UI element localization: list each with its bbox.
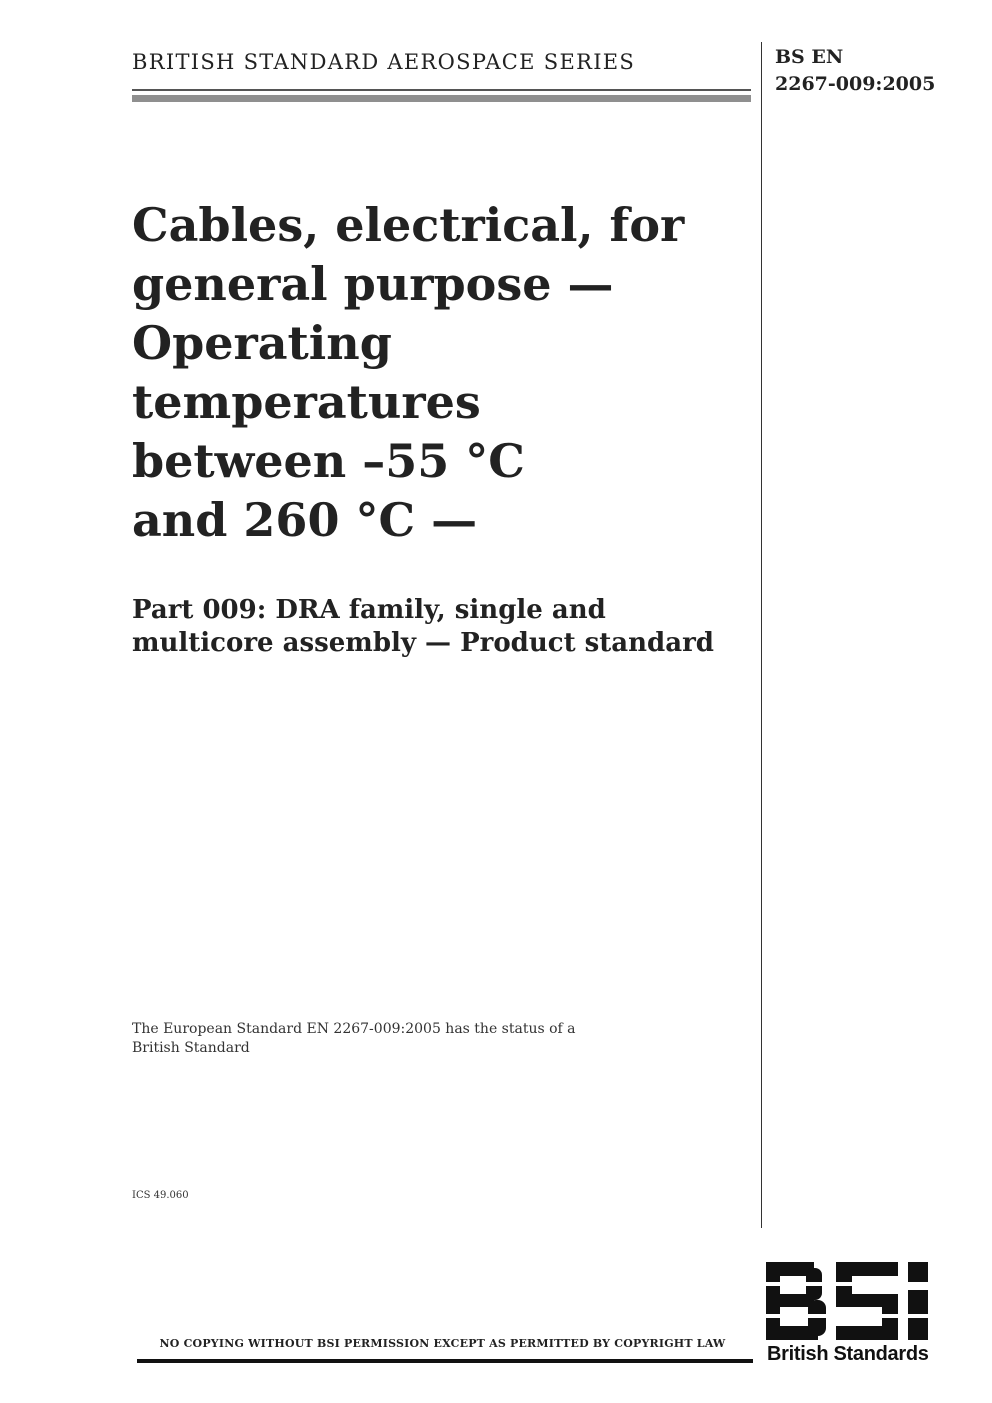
logo-caption: British Standards <box>767 1343 929 1365</box>
title-line: between –55 °C <box>132 434 525 488</box>
subtitle-line: Part 009: DRA family, single and <box>132 595 606 625</box>
standard-number-line: 2267-009:2005 <box>775 73 936 95</box>
title-line: general purpose — <box>132 257 614 311</box>
bsi-logo-icon <box>766 1262 944 1342</box>
bsi-logo <box>766 1262 944 1368</box>
title-line: Cables, electrical, for <box>132 198 685 252</box>
vertical-divider <box>761 42 762 1228</box>
header-rule-thick <box>132 95 751 102</box>
status-statement <box>132 1020 576 1058</box>
subtitle-line: multicore assembly — Product standard <box>132 628 714 658</box>
status-line: The European Standard EN 2267-009:2005 has the status of a <box>132 1021 576 1037</box>
copyright-notice: NO COPYING WITHOUT BSI PERMISSION EXCEPT AS PERMITTED BY COPYRIGHT LAW <box>159 1337 726 1350</box>
title-line: temperatures <box>132 375 481 429</box>
footer-rule <box>137 1359 753 1363</box>
status-line: British Standard <box>132 1040 250 1056</box>
document-title <box>132 196 752 550</box>
standard-number <box>775 44 935 98</box>
header-rule-thin <box>132 89 751 91</box>
document-subtitle <box>132 594 752 660</box>
series-heading: BRITISH STANDARD AEROSPACE SERIES <box>132 50 636 74</box>
title-line: Operating <box>132 316 392 370</box>
standard-number-line: BS EN <box>775 46 844 68</box>
ics-code: ICS 49.060 <box>132 1190 189 1201</box>
title-line: and 260 °C — <box>132 493 478 547</box>
